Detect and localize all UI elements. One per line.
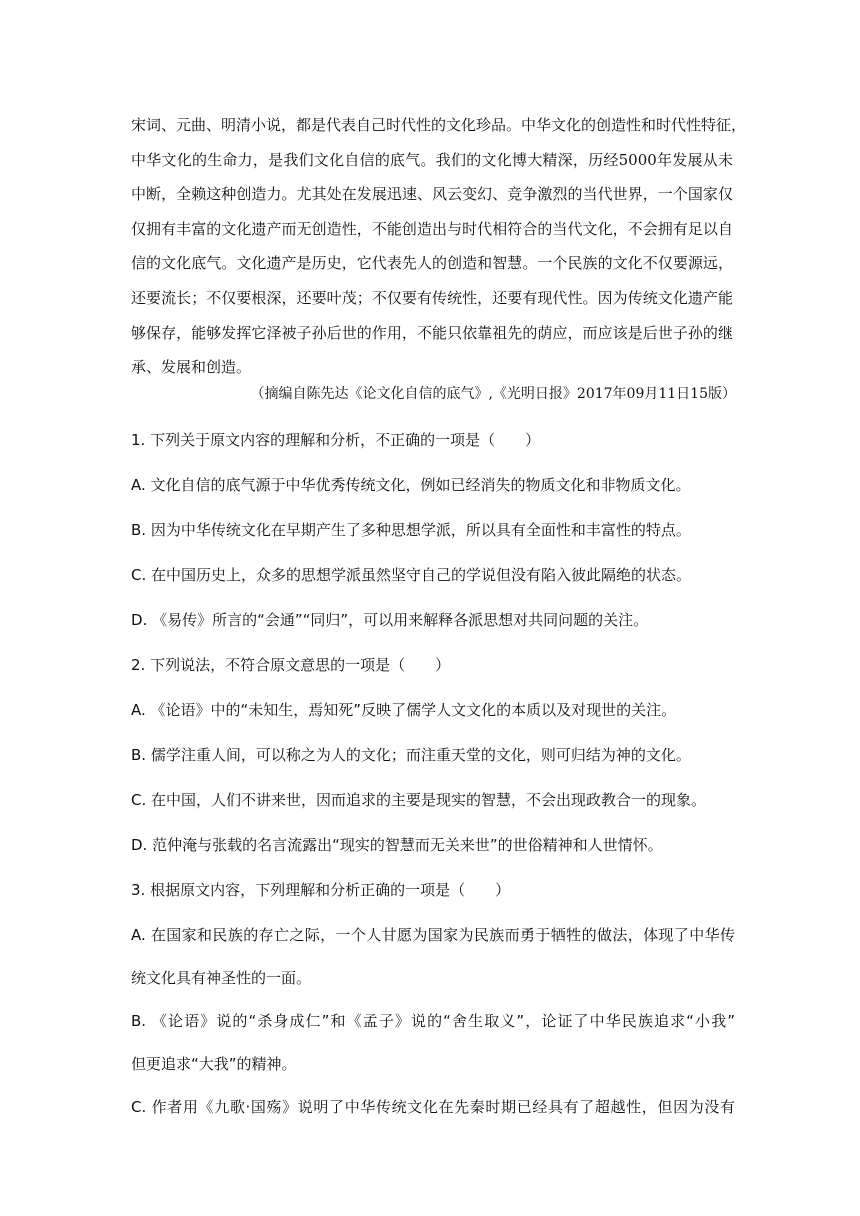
passage-line: 承、发展和创造。 <box>131 358 252 377</box>
question-1-option-a: A. 文化自信的底气源于中华优秀传统文化，例如已经消失的物质文化和非物质文化。 <box>131 476 691 494</box>
question-2-option-b: B. 儒学注重人间，可以称之为人的文化；而注重天堂的文化，则可归结为神的文化。 <box>131 746 691 764</box>
question-1-option-d: D. 《易传》所言的“会通”“同归”，可以用来解释各派思想对共同问题的关注。 <box>131 611 649 629</box>
passage-line: 中断，全赖这种创造力。尤其处在发展迅速、风云变幻、竞争激烈的当代世界，一个国家仅 <box>131 185 733 204</box>
passage-line: 信的文化底气。文化遗产是历史，它代表先人的创造和智慧。一个民族的文化不仅要源远， <box>131 254 733 273</box>
question-2-option-c: C. 在中国，人们不讲来世，因而追求的主要是现实的智慧，不会出现政教合一的现象。 <box>131 791 707 809</box>
passage-line: 够保存，能够发挥它泽被子孙后世的作用，不能只依靠祖先的荫应，而应该是后世子孙的继 <box>131 323 733 342</box>
question-1-stem: 1. 下列关于原文内容的理解和分析，不正确的一项是（ ） <box>131 431 541 449</box>
question-1-option-c: C. 在中国历史上，众多的思想学派虽然坚守自己的学说但没有陷入彼此隔绝的状态。 <box>131 566 692 584</box>
question-1-option-b: B. 因为中华传统文化在早期产生了多种思想学派，所以具有全面性和丰富性的特点。 <box>131 521 691 539</box>
question-3-option-b-continued: 但更追求“大我”的精神。 <box>131 1055 297 1073</box>
passage-citation: （摘编自陈先达《论文化自信的底气》,《光明日报》2017年09月11日15版） <box>250 386 736 402</box>
passage-line: 中华文化的生命力，是我们文化自信的底气。我们的文化博大精深，历经5000年发展从未 <box>131 150 733 169</box>
question-3-option-b: B. 《论语》说的“杀身成仁”和《孟子》说的“舍生取义”，论证了中华民族追求“小我” <box>131 1012 735 1030</box>
question-3-option-a: A. 在国家和民族的存亡之际，一个人甘愿为国家为民族而勇于牺牲的做法，体现了中华传 <box>131 926 735 944</box>
passage-line: 仅拥有丰富的文化遗产而无创造性，不能创造出与时代相符合的当代文化，不会拥有足以自 <box>131 219 733 238</box>
question-2-stem: 2. 下列说法，不符合原文意思的一项是（ ） <box>131 656 451 674</box>
question-list <box>131 418 735 1130</box>
passage-line: 还要流长；不仅要根深，还要叶茂；不仅要有传统性，还要有现代性。因为传统文化遗产能 <box>131 288 733 307</box>
question-3-option-c: C. 作者用《九歌·国殇》说明了中华传统文化在先秦时期已经具有了超越性，但因为没有 <box>131 1098 735 1116</box>
passage-line: 宋词、元曲、明清小说，都是代表自己时代性的文化珍品。中华文化的创造性和时代性特征， <box>131 116 747 134</box>
question-3-option-a-continued: 统文化具有神圣性的一面。 <box>131 969 312 987</box>
reading-passage <box>131 108 747 385</box>
question-2-option-d: D. 范仲淹与张载的名言流露出“现实的智慧而无关来世”的世俗精神和人世情怀。 <box>131 836 663 854</box>
question-2-option-a: A. 《论语》中的“未知生，焉知死”反映了儒学人文文化的本质以及对现世的关注。 <box>131 701 677 719</box>
question-3-stem: 3. 根据原文内容，下列理解和分析正确的一项是（ ） <box>131 881 511 899</box>
